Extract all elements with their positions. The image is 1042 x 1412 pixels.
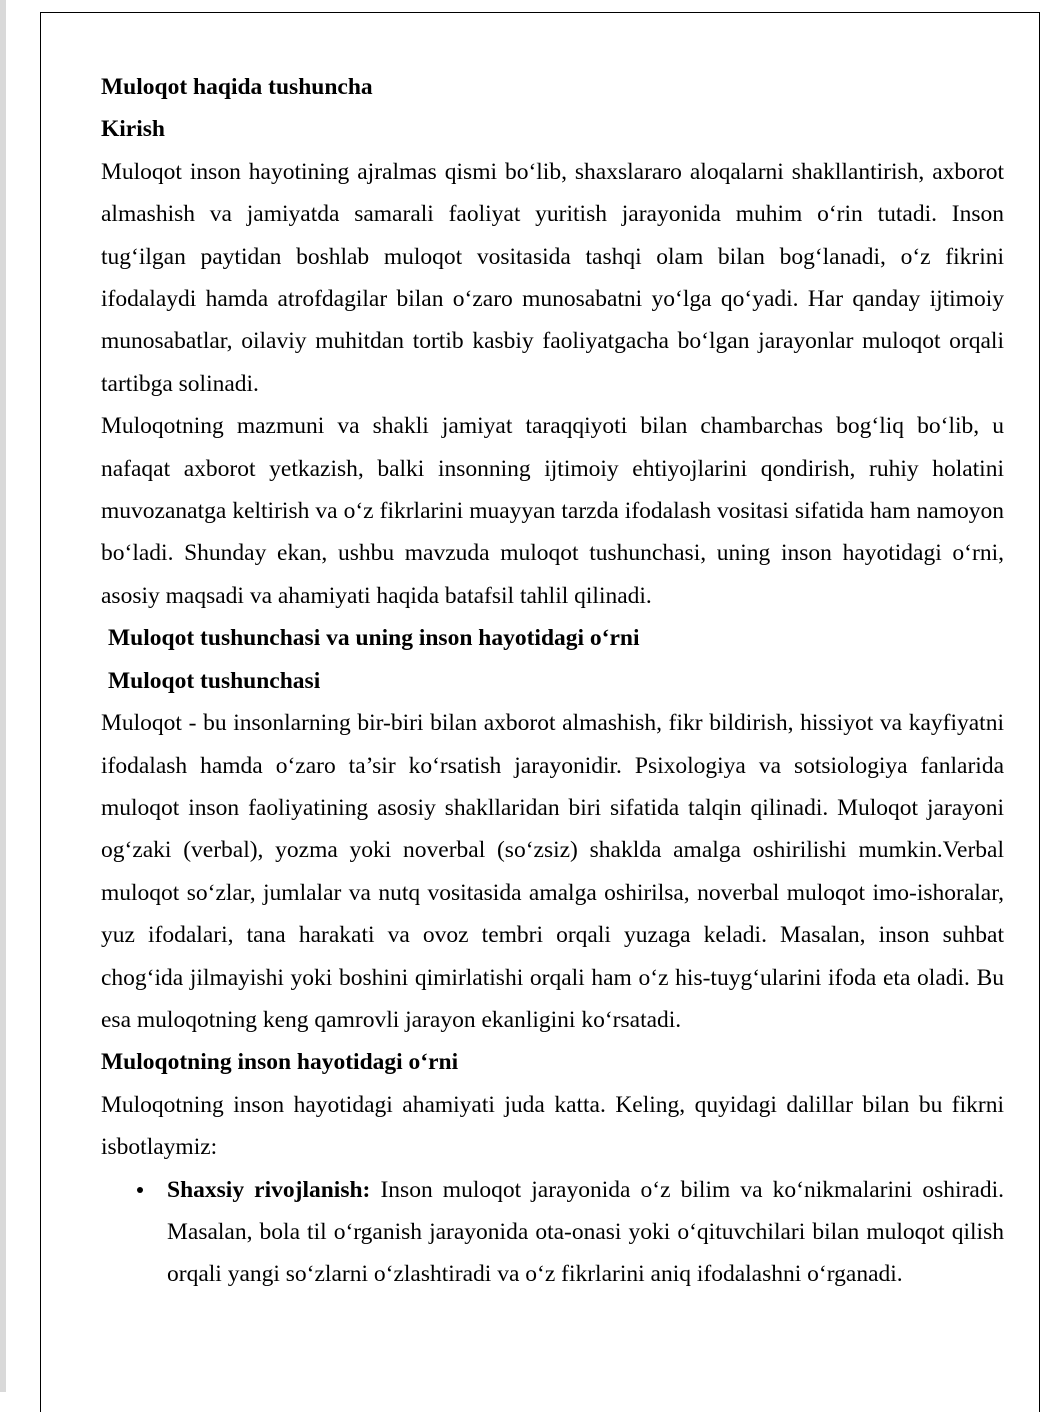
bullet-icon bbox=[137, 1187, 143, 1193]
subsection-heading: Muloqot tushunchasi bbox=[108, 667, 321, 694]
intro-paragraph-1: Muloqot inson hayotining ajralmas qismi bo‘lib, shaxslararo aloqalarni shakllantirish, axborot almashish va jamiyatda samarali faoliyat yuritish jarayonida muhim o‘rin tutadi. Inson tug‘ilgan paytidan boshlab muloqot vositasida tashqi olam bilan bog‘lanadi, o‘z fikrini ifodalaydi hamda atrofdagilar bilan o‘zaro munosabatni yo‘lga qo‘yadi. Har qanday ijtimoiy munosabatlar, oilaviy muhitdan tortib kasbiy faoliyatgacha bo‘lgan jarayonlar muloqot orqali tartibga solinadi. bbox=[101, 158, 1004, 397]
intro-paragraph-2: Muloqotning mazmuni va shakli jamiyat taraqqiyoti bilan chambarchas bog‘liq bo‘lib, u nafaqat axborot yetkazish, balki insonning ijtimoiy ehtiyojlarini qondirish, ruhiy holatini muvozanatga keltirish va o‘z fikrlarini muayyan tarzda ifodalash vositasi sifatida ham namoyon bo‘ladi. Shunday ekan, ushbu mavzuda muloqot tushunchasi, uning inson hayotidagi o‘rni, asosiy maqsadi va ahamiyati haqida batafsil tahlil qilinadi. bbox=[101, 413, 1004, 609]
bullet-term: Shaxsiy rivojlanish: bbox=[167, 1176, 371, 1203]
intro-heading: Kirish bbox=[101, 116, 165, 143]
bullet-list bbox=[101, 1169, 1004, 1296]
document-body bbox=[101, 66, 1004, 1296]
role-paragraph: Muloqotning inson hayotidagi ahamiyati juda katta. Keling, quyidagi dalillar bilan bu fikrni isbotlaymiz: bbox=[101, 1091, 1004, 1161]
list-item bbox=[101, 1169, 1004, 1296]
page-left-margin bbox=[0, 0, 6, 1392]
concept-paragraph: Muloqot - bu insonlarning bir-biri bilan axborot almashish, fikr bildirish, hissiyot va kayfiyatni ifodalash hamda o‘zaro ta’sir ko‘rsatish jarayonidir. Psixologiya va sotsiologiya fanlarida muloqot inson faoliyatining asosiy shakllaridan biri sifatida talqin qilinadi. Muloqot jarayoni og‘zaki (verbal), yozma yoki noverbal (so‘zsiz) shaklda amalga oshirilishi mumkin.Verbal muloqot so‘zlar, jumlalar va nutq vositasida amalga oshirilsa, noverbal muloqot imo-ishoralar, yuz ifodalari, tana harakati va ovoz tembri orqali yuzaga keladi. Masalan, inson suhbat chog‘ida jilmayishi yoki boshini qimirlatishi orqali ham o‘z his-tuyg‘ularini ifoda eta oladi. Bu esa muloqotning keng qamrovli jarayon ekanligini ko‘rsatadi. bbox=[101, 710, 1004, 1033]
role-heading: Muloqotning inson hayotidagi o‘rni bbox=[101, 1049, 459, 1076]
section-heading: Muloqot tushunchasi va uning inson hayotidagi o‘rni bbox=[108, 625, 640, 652]
bullet-text: Inson muloqot jarayonida o‘z bilim va ko‘nikmalarini oshiradi. Masalan, bola til o‘rganish jarayonida ota-onasi yoki o‘qituvchilari bilan muloqot qilish orqali yangi so‘zlarni o‘zlashtiradi va o‘z fikrlarini aniq ifodalashni o‘rganadi. bbox=[167, 1176, 1004, 1288]
document-title: Muloqot haqida tushuncha bbox=[101, 74, 373, 100]
